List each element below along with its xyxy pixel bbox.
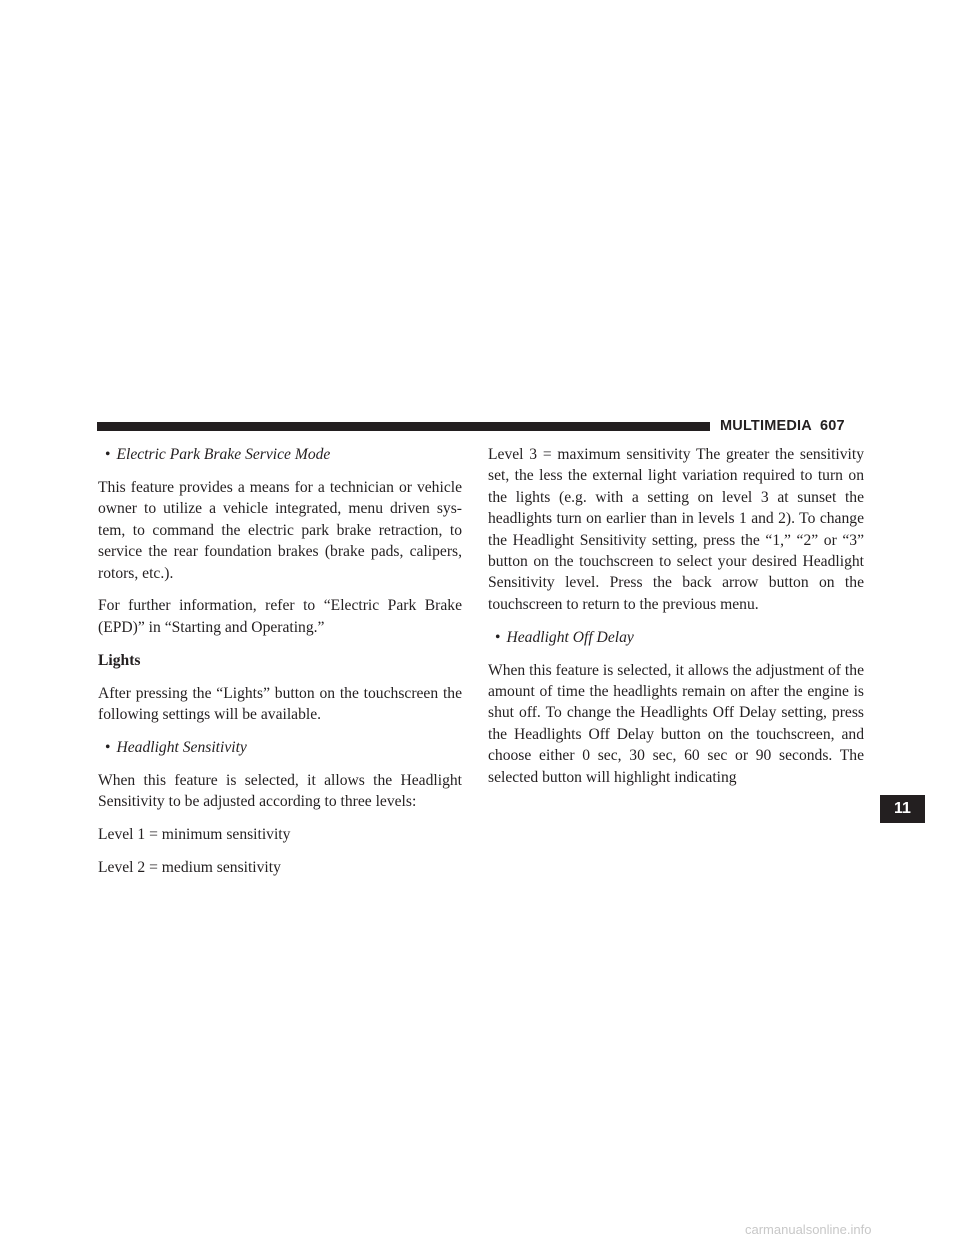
level-2-line: Level 2 = medium sensitivity xyxy=(98,859,281,877)
left-column xyxy=(98,444,462,890)
bullet-icon: • xyxy=(105,738,111,756)
header-rule xyxy=(97,422,710,431)
section-title: MULTIMEDIA xyxy=(720,418,812,434)
paragraph-epb: This feature provides a means for a technician or vehicle owner to utilize a vehicle integrated, menu driven sys- tem, to command the electric park brake retraction, to service the rear foundation brakes (brake pads, calipers, rotors, etc.). xyxy=(98,478,462,582)
bullet-label: Headlight Sensitivity xyxy=(116,738,247,756)
paragraph-lights: After pressing the “Lights” button on the touchscreen the following settings will be available. xyxy=(98,684,462,724)
level-1-line: Level 1 = minimum sensitivity xyxy=(98,826,291,844)
bullet-headlight-off-delay xyxy=(488,627,864,648)
heading-lights: Lights xyxy=(98,651,141,669)
paragraph-level-3: Level 3 = maximum sensitivity The greater the sensitivity set, the less the external light variation required to turn on the lights (e.g. with a setting on level 3 at sunset the headlights turn on earlier than in levels 1 and 2). To change the Headlight Sensitivity setting, press the “1,” “2” or “3” button on the touchscreen to select your desired Headlight Sensitivity level. Press the back arrow button on the touchscreen to return to the previous menu. xyxy=(488,446,864,613)
paragraph-sensitivity: When this feature is selected, it allows the Headlight Sensitivity to be adjusted according to three levels: xyxy=(98,771,462,811)
bullet-icon: • xyxy=(495,628,501,646)
bullet-electric-park-brake xyxy=(98,444,462,465)
paragraph-off-delay: When this feature is selected, it allows the adjustment of the amount of time the headlights remain on after the engine is shut off. To change the Headlights Off Delay setting, press the Headlights Off Delay button on the touchscreen, and choose either 0 sec, 30 sec, 60 sec or 90 seconds. The selected button will highlight indicating xyxy=(488,661,864,786)
bullet-icon: • xyxy=(105,446,111,463)
paragraph-further-info: For further information, refer to “Electric Park Brake (EPD)” in “Starting and Operating.” xyxy=(98,597,462,636)
bullet-headlight-sensitivity xyxy=(98,737,462,758)
chapter-tab: 11 xyxy=(880,795,925,823)
running-header xyxy=(720,418,845,434)
bullet-label: Headlight Off Delay xyxy=(506,628,634,646)
page-number: 607 xyxy=(819,418,845,434)
watermark: carmanualsonline.info xyxy=(745,1222,872,1237)
right-column xyxy=(488,444,864,800)
bullet-label: Electric Park Brake Service Mode xyxy=(116,446,331,463)
